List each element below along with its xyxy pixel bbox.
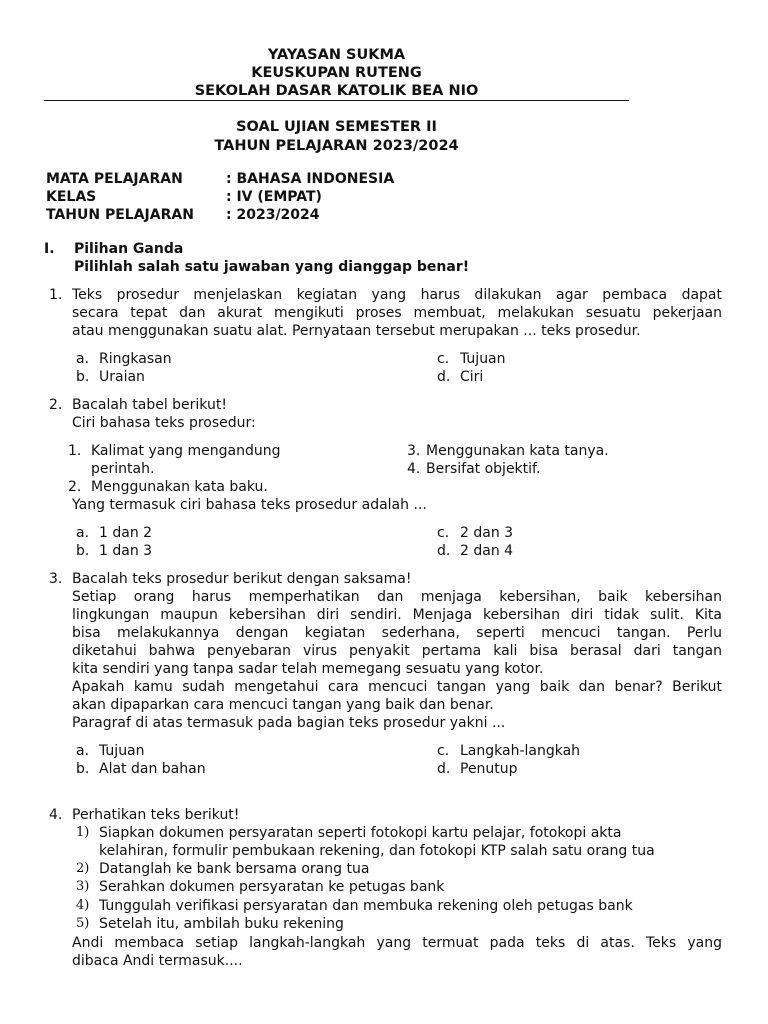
school-name: SEKOLAH DASAR KATOLIK BEA NIO bbox=[194, 83, 479, 99]
option-text: Uraian bbox=[99, 369, 145, 385]
info-value-class: : IV (EMPAT) bbox=[226, 189, 322, 205]
header-divider bbox=[44, 100, 629, 101]
step-text: kelahiran, formulir pembukaan rekening, dan fotokopi KTP salah satu orang tua bbox=[99, 843, 655, 859]
option-key: a. bbox=[76, 525, 90, 541]
step-text: Datanglah ke bank bersama orang tua bbox=[99, 861, 370, 877]
section-title: Pilihan Ganda bbox=[74, 241, 184, 257]
section-instruction: Pilihlah salah satu jawaban yang dianggap benar! bbox=[74, 259, 470, 275]
diocese-name: KEUSKUPAN RUTENG bbox=[251, 65, 422, 81]
option-key: c. bbox=[437, 743, 450, 759]
option-text: Alat dan bahan bbox=[99, 761, 206, 777]
option-key: d. bbox=[437, 369, 451, 385]
feature-text: Bersifat objektif. bbox=[426, 461, 541, 477]
option-key: b. bbox=[76, 543, 90, 559]
section-number: I. bbox=[44, 241, 55, 257]
passage-line: kita sendiri yang tanpa sadar telah memegang sesuatu yang kotor. bbox=[72, 661, 544, 677]
feature-number: 4. bbox=[407, 461, 421, 477]
question-text-line: Bacalah tabel berikut! bbox=[72, 397, 227, 413]
passage-line: diketahui bahwa penyebaran virus penyakit pertama kali bisa berasal dari tangan bbox=[72, 643, 722, 659]
option-text: Ringkasan bbox=[99, 351, 172, 367]
question-text-line: Paragraf di atas termasuk pada bagian teks prosedur yakni ... bbox=[72, 715, 506, 731]
question-number: 4. bbox=[49, 807, 63, 823]
passage-line: Setiap orang harus memperhatikan dan menjaga kebersihan, baik kebersihan bbox=[72, 589, 722, 605]
exam-year-title: TAHUN PELAJARAN 2023/2024 bbox=[214, 138, 459, 154]
option-key: b. bbox=[76, 761, 90, 777]
option-text: 2 dan 4 bbox=[460, 543, 514, 559]
option-key: c. bbox=[437, 351, 450, 367]
passage-line: lingkungan maupun kebersihan diri sendiri. Menjaga kebersihan diri tidak sulit. Kita bbox=[72, 607, 722, 623]
option-key: d. bbox=[437, 761, 451, 777]
option-text: 1 dan 3 bbox=[99, 543, 153, 559]
info-value-year: : 2023/2024 bbox=[226, 207, 320, 223]
option-text: Langkah-langkah bbox=[460, 743, 581, 759]
option-key: a. bbox=[76, 743, 90, 759]
school-foundation: YAYASAN SUKMA bbox=[267, 47, 406, 63]
question-text-line: atau menggunakan suatu alat. Pernyataan tersebut merupakan ... teks prosedur. bbox=[72, 323, 641, 339]
step-text: Tunggulah verifikasi persyaratan dan membuka rekening oleh petugas bank bbox=[99, 898, 633, 914]
info-label-subject: MATA PELAJARAN bbox=[46, 171, 183, 187]
feature-text: Menggunakan kata baku. bbox=[91, 479, 268, 495]
question-number: 2. bbox=[49, 397, 63, 413]
info-label-class: KELAS bbox=[46, 189, 97, 205]
passage-line: bisa melakukannya dengan kegiatan sederhana, seperti mencuci tangan. Perlu bbox=[72, 625, 722, 641]
feature-number: 1. bbox=[68, 443, 82, 459]
feature-text: Kalimat yang mengandung bbox=[91, 443, 281, 459]
question-text-line: dibaca Andi termasuk.... bbox=[72, 953, 243, 969]
exam-title: SOAL UJIAN SEMESTER II bbox=[236, 119, 437, 135]
feature-number: 2. bbox=[68, 479, 82, 495]
option-key: c. bbox=[437, 525, 450, 541]
step-number: 3) bbox=[76, 879, 90, 894]
option-text: 2 dan 3 bbox=[460, 525, 514, 541]
option-text: Ciri bbox=[460, 369, 484, 385]
option-key: d. bbox=[437, 543, 451, 559]
step-text: Setelah itu, ambilah buku rekening bbox=[99, 916, 344, 932]
info-label-year: TAHUN PELAJARAN bbox=[46, 207, 194, 223]
step-number: 4) bbox=[76, 898, 90, 913]
question-text-line: Teks prosedur menjelaskan kegiatan yang harus dilakukan agar pembaca dapat bbox=[72, 287, 722, 303]
step-text: Serahkan dokumen persyaratan ke petugas bank bbox=[99, 879, 445, 895]
question-text-line: Perhatikan teks berikut! bbox=[72, 807, 240, 823]
question-text-line: Ciri bahasa teks prosedur: bbox=[72, 415, 256, 431]
option-key: a. bbox=[76, 351, 90, 367]
info-value-subject: : BAHASA INDONESIA bbox=[226, 171, 395, 187]
passage-line: Apakah kamu sudah mengetahui cara mencuci tangan yang baik dan benar? Berikut bbox=[72, 679, 722, 695]
step-number: 2) bbox=[76, 861, 90, 876]
question-number: 3. bbox=[49, 571, 63, 587]
question-number: 1. bbox=[49, 287, 63, 303]
option-text: 1 dan 2 bbox=[99, 525, 153, 541]
step-number: 5) bbox=[76, 916, 90, 931]
feature-number: 3. bbox=[407, 443, 421, 459]
feature-text: Menggunakan kata tanya. bbox=[426, 443, 609, 459]
feature-text: perintah. bbox=[91, 461, 155, 477]
option-text: Tujuan bbox=[99, 743, 145, 759]
option-text: Tujuan bbox=[460, 351, 506, 367]
step-number: 1) bbox=[76, 825, 90, 840]
question-text-line: Bacalah teks prosedur berikut dengan saksama! bbox=[72, 571, 412, 587]
step-text: Siapkan dokumen persyaratan seperti fotokopi kartu pelajar, fotokopi akta bbox=[99, 825, 622, 841]
option-text: Penutup bbox=[460, 761, 518, 777]
question-text-line: Yang termasuk ciri bahasa teks prosedur adalah ... bbox=[72, 497, 427, 513]
question-text-line: Andi membaca setiap langkah-langkah yang termuat pada teks di atas. Teks yang bbox=[72, 935, 722, 951]
option-key: b. bbox=[76, 369, 90, 385]
question-text-line: secara tepat dan akurat mengikuti proses membuat, melakukan sesuatu pekerjaan bbox=[72, 305, 722, 321]
passage-line: akan dipaparkan cara mencuci tangan yang baik dan benar. bbox=[72, 697, 494, 713]
